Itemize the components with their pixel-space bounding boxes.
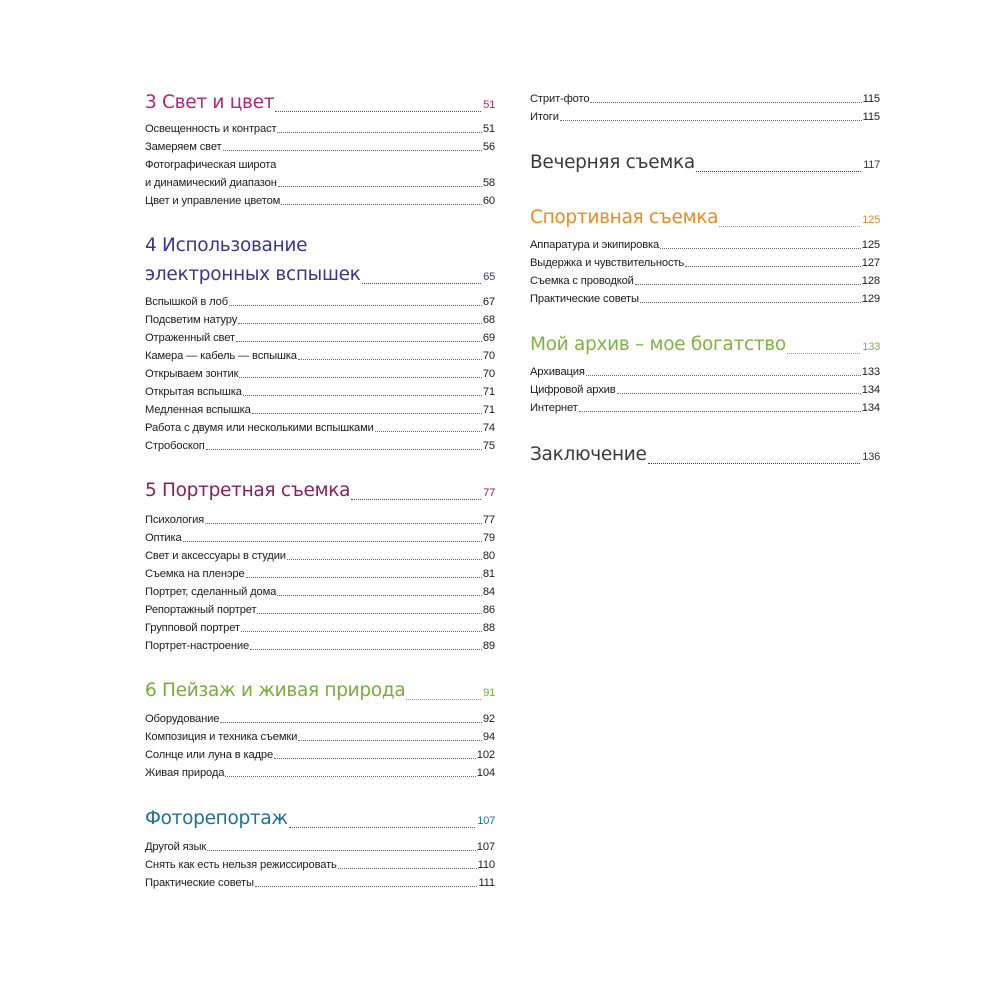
toc-entry[interactable]	[530, 274, 880, 288]
dot-leader	[225, 776, 475, 777]
dot-leader	[298, 359, 482, 360]
entry-label: Портрет-настроение	[145, 640, 250, 652]
page-number: 107	[477, 815, 495, 827]
entry-label: Вспышкой в лоб	[145, 296, 228, 308]
page-number: 51	[482, 123, 495, 135]
toc-entry[interactable]	[145, 621, 495, 635]
dot-leader	[406, 699, 481, 700]
dot-leader	[362, 283, 482, 284]
toc-entry[interactable]	[145, 730, 495, 744]
toc-entry[interactable]	[530, 292, 880, 306]
chapter-title: 5 Портретная съемка	[145, 480, 351, 501]
dot-leader	[220, 722, 482, 723]
chapter-title-line1: 4 Использование	[145, 235, 308, 256]
toc-entry[interactable]	[145, 176, 495, 190]
toc-entry[interactable]	[530, 110, 880, 124]
dot-leader	[635, 284, 861, 285]
toc-entry[interactable]	[145, 295, 495, 309]
dot-leader	[281, 204, 482, 205]
dot-leader	[685, 266, 861, 267]
chapter-3-heading[interactable]	[145, 92, 495, 116]
entry-label: Интернет	[530, 402, 578, 414]
entry-label: Групповой портрет	[145, 622, 240, 634]
entry-label: Стрит-фото	[530, 93, 590, 105]
page-number: 91	[483, 687, 495, 699]
dot-leader	[207, 850, 476, 851]
dot-leader	[586, 375, 861, 376]
entry-label: Практические советы	[145, 877, 254, 889]
page-number: 128	[861, 275, 880, 287]
sport-heading[interactable]	[530, 207, 880, 231]
entry-label: Съемка с проводкой	[530, 275, 634, 287]
page-number: 115	[862, 111, 880, 123]
page-number: 58	[482, 177, 495, 189]
chapter-title: 3 Свет и цвет	[145, 92, 275, 113]
entry-label: Практические советы	[530, 293, 639, 305]
chapter-title: Вечерняя съемка	[530, 152, 695, 173]
toc-entry[interactable]	[530, 238, 880, 252]
page-number: 89	[482, 640, 495, 652]
toc-entry[interactable]	[145, 439, 495, 453]
toc-entry[interactable]	[145, 603, 495, 617]
page-number: 56	[482, 141, 495, 153]
dot-leader	[277, 595, 482, 596]
chapter-title: 6 Пейзаж и живая природа	[145, 680, 406, 701]
page-number: 74	[482, 422, 495, 434]
entry-label: Композиция и техника съемки	[145, 731, 298, 743]
page-number: 133	[862, 341, 880, 353]
dot-leader	[250, 649, 482, 650]
entry-label: Освещенность и контраст	[145, 123, 277, 135]
page-number: 133	[861, 366, 880, 378]
entry-label: Работа с двумя или несколькими вспышками	[145, 422, 374, 434]
entry-label: Репортажный портрет	[145, 604, 257, 616]
page-number: 92	[482, 713, 495, 725]
conclusion-heading[interactable]	[530, 444, 880, 468]
page-number: 67	[482, 296, 495, 308]
entry-label: Медленная вспышка	[145, 404, 251, 416]
dot-leader	[787, 353, 860, 354]
entry-label-line1: Фотографическая широта	[145, 159, 277, 171]
entry-label: Другой язык	[145, 841, 207, 853]
page-number: 110	[477, 859, 495, 871]
entry-label: Психология	[145, 514, 205, 526]
dot-leader	[579, 411, 861, 412]
page-number: 70	[482, 350, 495, 362]
dot-leader	[351, 499, 481, 500]
toc-entry[interactable]	[145, 567, 495, 581]
toc-entry[interactable]	[145, 421, 495, 435]
toc-entry[interactable]	[145, 140, 495, 154]
dot-leader	[246, 577, 482, 578]
dot-leader	[560, 120, 862, 121]
page-number: 115	[862, 93, 880, 105]
dot-leader	[205, 523, 482, 524]
dot-leader	[252, 413, 482, 414]
entry-label: и динамический диапазон	[145, 177, 277, 189]
dot-leader	[617, 393, 861, 394]
toc-entry[interactable]	[145, 331, 495, 345]
toc-entry[interactable]	[145, 840, 495, 854]
dot-leader	[648, 463, 861, 464]
toc-entry[interactable]	[145, 513, 495, 527]
page-number: 86	[482, 604, 495, 616]
page-number: 80	[482, 550, 495, 562]
page-number: 71	[482, 386, 495, 398]
dot-leader	[243, 395, 482, 396]
chapter-title: Мой архив – мое богатство	[530, 334, 786, 355]
dot-leader	[223, 150, 482, 151]
page-number: 125	[862, 214, 880, 226]
dot-leader	[375, 431, 482, 432]
dot-leader	[696, 171, 861, 172]
entry-label: Снять как есть нельзя режиссировать	[145, 859, 337, 871]
toc-entry[interactable]	[145, 194, 495, 208]
page-number: 81	[482, 568, 495, 580]
toc-entry[interactable]	[530, 365, 880, 379]
entry-label: Подсветим натуру	[145, 314, 238, 326]
entry-label: Свет и аксессуары в студии	[145, 550, 286, 562]
chapter-title: Заключение	[530, 444, 647, 465]
page-number: 79	[482, 532, 495, 544]
entry-label: Открываем зонтик	[145, 368, 239, 380]
entry-label: Съемка на пленэре	[145, 568, 245, 580]
toc-entry[interactable]	[145, 403, 495, 417]
page-number: 136	[862, 451, 880, 463]
dot-leader	[298, 740, 482, 741]
dot-leader	[229, 305, 482, 306]
entry-label: Архивация	[530, 366, 585, 378]
page-number: 77	[482, 514, 495, 526]
entry-label: Выдержка и чувствительность	[530, 257, 685, 269]
page-number: 71	[482, 404, 495, 416]
page-number: 129	[861, 293, 880, 305]
dot-leader	[640, 302, 861, 303]
page-number: 125	[861, 239, 880, 251]
dot-leader	[183, 541, 482, 542]
dot-leader	[239, 377, 482, 378]
page-number: 51	[483, 99, 495, 111]
entry-label: Аппаратура и экипировка	[530, 239, 660, 251]
page-number: 104	[476, 767, 495, 779]
page-number: 127	[861, 257, 880, 269]
dot-leader	[289, 827, 475, 828]
toc-entry[interactable]	[145, 549, 495, 563]
page-number: 75	[482, 440, 495, 452]
entry-label: Солнце или луна в кадре	[145, 749, 274, 761]
dot-leader	[255, 886, 478, 887]
page-number: 134	[861, 384, 880, 396]
chapter-title: Спортивная съемка	[530, 207, 719, 228]
page-number: 134	[861, 402, 880, 414]
page-number: 94	[482, 731, 495, 743]
toc-entry[interactable]	[145, 122, 495, 136]
toc-entry[interactable]	[530, 256, 880, 270]
page-number: 107	[476, 841, 495, 853]
entry-label: Итоги	[530, 111, 559, 123]
page-number: 60	[482, 195, 495, 207]
page-number: 111	[478, 877, 495, 889]
entry-label: Открытая вспышка	[145, 386, 242, 398]
toc-entry[interactable]	[145, 367, 495, 381]
reportage-heading[interactable]	[145, 808, 495, 832]
toc-entry[interactable]	[145, 313, 495, 327]
chapter-6-heading[interactable]	[145, 680, 495, 704]
page-number: 117	[863, 159, 880, 171]
toc-entry[interactable]	[145, 349, 495, 363]
toc-entry[interactable]	[145, 385, 495, 399]
dot-leader	[287, 559, 482, 560]
dot-leader	[338, 868, 477, 869]
page-number: 77	[483, 487, 495, 499]
page-number: 88	[482, 622, 495, 634]
chapter-title: электронных вспышек	[145, 264, 361, 285]
toc-entry[interactable]	[145, 712, 495, 726]
entry-label: Замеряем свет	[145, 141, 222, 153]
dot-leader	[206, 449, 482, 450]
entry-label: Портрет, сделанный дома	[145, 586, 277, 598]
toc-entry[interactable]	[530, 383, 880, 397]
evening-heading[interactable]	[530, 152, 880, 176]
toc-entry[interactable]	[145, 639, 495, 653]
toc-entry[interactable]	[145, 858, 495, 872]
toc-entry[interactable]	[145, 585, 495, 599]
dot-leader	[719, 226, 860, 227]
dot-leader	[660, 248, 861, 249]
toc-entry[interactable]	[145, 531, 495, 545]
toc-entry[interactable]	[530, 92, 880, 106]
entry-label: Камера — кабель — вспышка	[145, 350, 297, 362]
chapter-4-heading[interactable]	[145, 264, 495, 288]
entry-label: Живая природа	[145, 767, 225, 779]
toc-entry[interactable]	[530, 401, 880, 415]
entry-label: Цвет и управление цветом	[145, 195, 281, 207]
entry-label: Оборудование	[145, 713, 220, 725]
page-number: 84	[482, 586, 495, 598]
chapter-5-heading[interactable]	[145, 480, 495, 504]
entry-label: Оптика	[145, 532, 182, 544]
page-number: 65	[483, 271, 495, 283]
dot-leader	[238, 323, 482, 324]
dot-leader	[275, 111, 481, 112]
page-number: 70	[482, 368, 495, 380]
dot-leader	[277, 132, 481, 133]
page-number: 69	[482, 332, 495, 344]
dot-leader	[236, 341, 482, 342]
page-number: 68	[482, 314, 495, 326]
dot-leader	[257, 613, 481, 614]
entry-label: Цифровой архив	[530, 384, 616, 396]
page-number: 102	[476, 749, 495, 761]
archive-heading[interactable]	[530, 334, 880, 358]
toc-entry[interactable]	[145, 766, 495, 780]
dot-leader	[590, 102, 861, 103]
dot-leader	[241, 631, 482, 632]
toc-entry[interactable]	[145, 876, 495, 890]
dot-leader	[278, 186, 482, 187]
entry-label: Отраженный свет	[145, 332, 235, 344]
chapter-title: Фоторепортаж	[145, 808, 288, 829]
entry-label: Стробоскоп	[145, 440, 205, 452]
toc-entry[interactable]	[145, 748, 495, 762]
dot-leader	[274, 758, 476, 759]
